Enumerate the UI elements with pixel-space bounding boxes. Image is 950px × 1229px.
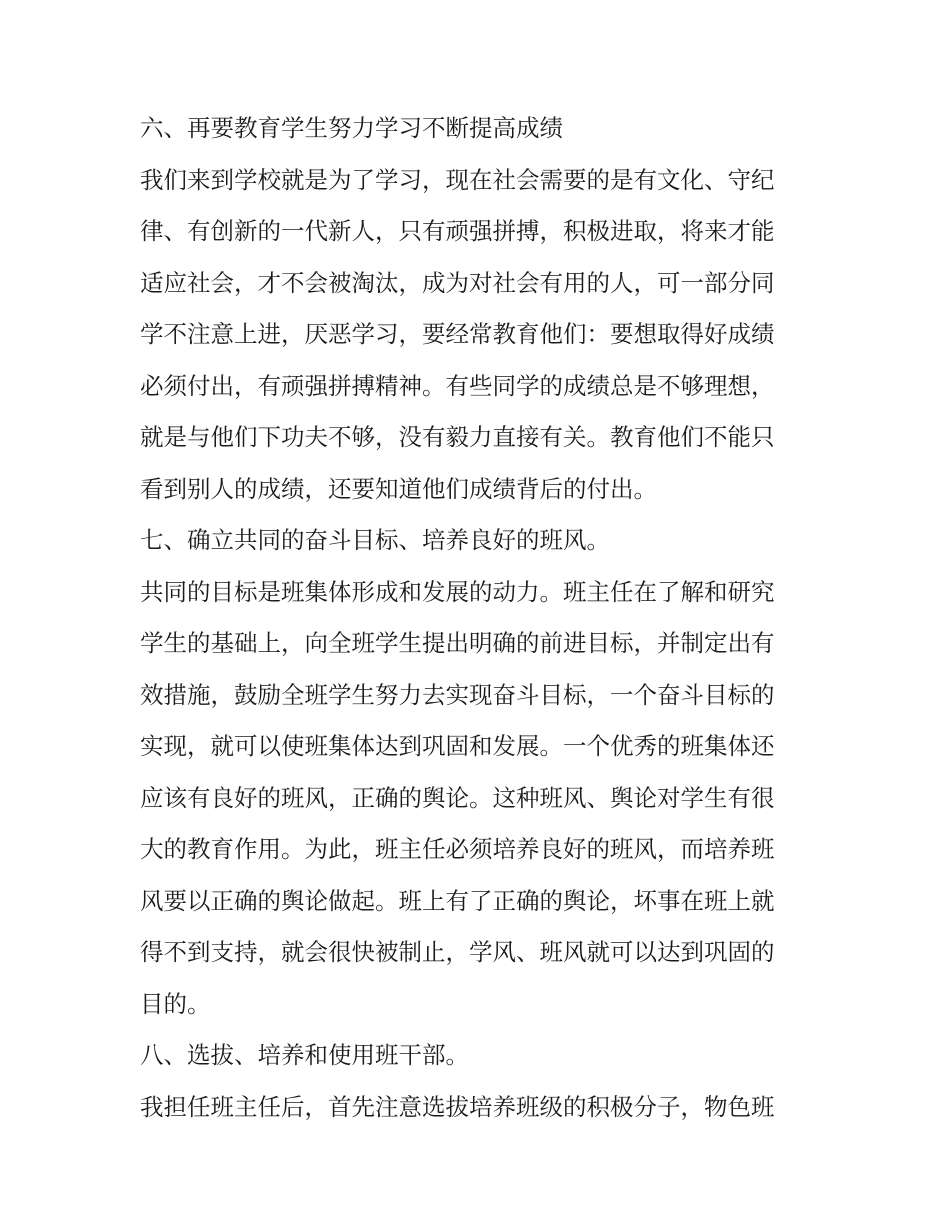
paragraph-line: 应该有良好的班风，正确的舆论。这种班风、舆论对学生有很 — [140, 783, 775, 812]
paragraph-line: 看到别人的成绩，还要知道他们成绩背后的付出。 — [140, 474, 657, 503]
paragraph-line: 大的教育作用。为此，班主任必须培养良好的班风，而培养班 — [140, 835, 775, 863]
paragraph-line: 适应社会，才不会被淘汰，成为对社会有用的人，可一部分同 — [140, 268, 775, 297]
paragraph-line: 共同的目标是班集体形成和发展的动力。班主任在了解和研究 — [140, 577, 775, 606]
paragraph-line: 律、有创新的一代新人，只有顽强拼搏，积极进取，将来才能 — [140, 217, 775, 245]
paragraph-line: 实现，就可以使班集体达到巩固和发展。一个优秀的班集体还 — [140, 732, 775, 760]
paragraph-line: 风要以正确的舆论做起。班上有了正确的舆论，坏事在班上就 — [140, 886, 775, 915]
paragraph-line: 必须付出，有顽强拼搏精神。有些同学的成绩总是不够理想， — [140, 371, 775, 400]
paragraph-line: 学生的基础上，向全班学生提出明确的前进目标，并制定出有 — [140, 629, 775, 657]
paragraph-line: 得不到支持，就会很快被制止，学风、班风就可以达到巩固的 — [140, 938, 775, 966]
heading-section-7: 七、确立共同的奋斗目标、培养良好的班风。 — [140, 526, 610, 554]
paragraph-line: 效措施，鼓励全班学生努力去实现奋斗目标，一个奋斗目标的 — [140, 680, 775, 709]
document-body — [140, 103, 820, 1133]
paragraph-line: 学不注意上进，厌恶学习，要经常教育他们：要想取得好成绩 — [140, 320, 775, 348]
paragraph-line: 我们来到学校就是为了学习，现在社会需要的是有文化、守纪 — [140, 165, 775, 194]
paragraph-line: 目的。 — [140, 989, 211, 1018]
paragraph-line: 就是与他们下功夫不够，没有毅力直接有关。教育他们不能只 — [140, 423, 775, 451]
heading-section-6: 六、再要教育学生努力学习不断提高成绩 — [140, 114, 563, 142]
heading-section-8: 八、选拔、培养和使用班干部。 — [140, 1041, 469, 1069]
paragraph-line: 我担任班主任后，首先注意选拔培养班级的积极分子，物色班 — [140, 1092, 775, 1121]
